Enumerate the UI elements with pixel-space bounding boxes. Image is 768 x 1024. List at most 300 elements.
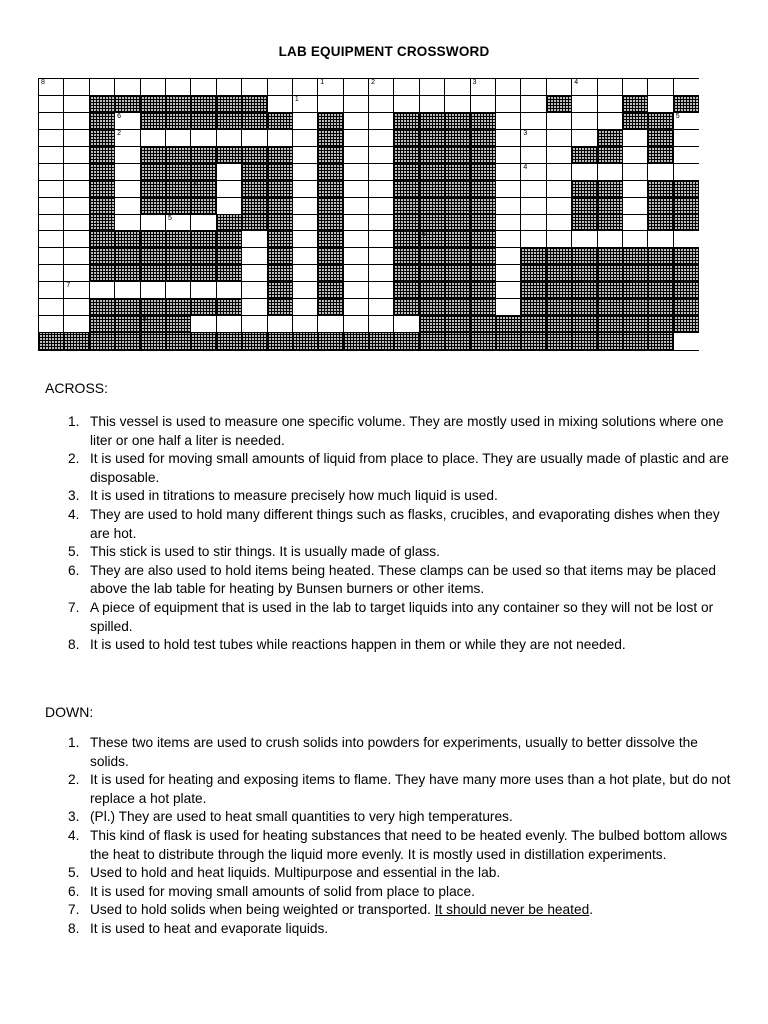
grid-cell[interactable]	[496, 79, 521, 96]
grid-cell[interactable]	[471, 79, 496, 96]
grid-cell[interactable]	[369, 96, 394, 113]
grid-cell[interactable]	[648, 79, 673, 96]
grid-cell[interactable]	[674, 113, 699, 130]
grid-cell[interactable]	[166, 282, 191, 299]
grid-cell[interactable]	[547, 181, 572, 198]
grid-cell[interactable]	[344, 265, 369, 282]
grid-block	[623, 333, 648, 350]
grid-cell[interactable]	[141, 130, 166, 147]
grid-block	[90, 198, 115, 215]
grid-block	[420, 147, 445, 164]
grid-cell[interactable]	[496, 181, 521, 198]
grid-cell[interactable]	[623, 130, 648, 147]
grid-cell[interactable]	[115, 181, 140, 198]
grid-cell[interactable]	[39, 113, 64, 130]
grid-cell[interactable]	[369, 130, 394, 147]
grid-block	[166, 316, 191, 333]
grid-block	[166, 113, 191, 130]
grid-cell[interactable]	[547, 215, 572, 232]
grid-cell[interactable]	[623, 215, 648, 232]
grid-block	[648, 265, 673, 282]
grid-block	[420, 248, 445, 265]
grid-cell[interactable]	[521, 164, 546, 181]
grid-block	[648, 113, 673, 130]
grid-block	[445, 113, 470, 130]
grid-cell[interactable]	[191, 130, 216, 147]
grid-cell[interactable]	[674, 130, 699, 147]
grid-block	[674, 181, 699, 198]
grid-cell[interactable]	[293, 198, 318, 215]
grid-cell[interactable]	[369, 79, 394, 96]
grid-block	[445, 316, 470, 333]
grid-cell[interactable]	[217, 198, 242, 215]
clue-text: This stick is used to stir things. It is usually made of glass.	[90, 544, 440, 560]
grid-block	[471, 248, 496, 265]
grid-block	[394, 248, 419, 265]
grid-block	[293, 333, 318, 350]
grid-cell[interactable]	[369, 282, 394, 299]
grid-cell[interactable]	[445, 96, 470, 113]
clue-index: 2.	[68, 451, 80, 467]
grid-cell[interactable]	[115, 282, 140, 299]
grid-cell[interactable]	[344, 181, 369, 198]
grid-cell[interactable]	[293, 299, 318, 316]
grid-cell[interactable]	[572, 96, 597, 113]
grid-cell[interactable]	[90, 79, 115, 96]
grid-block	[166, 299, 191, 316]
grid-cell[interactable]	[344, 231, 369, 248]
grid-block	[496, 333, 521, 350]
grid-cell[interactable]	[39, 198, 64, 215]
grid-cell[interactable]	[64, 316, 89, 333]
clue-text: It is used for moving small amounts of solid from place to place.	[90, 883, 475, 899]
grid-cell[interactable]	[521, 113, 546, 130]
grid-block	[623, 299, 648, 316]
grid-cell[interactable]	[496, 299, 521, 316]
page-title: LAB EQUIPMENT CROSSWORD	[278, 44, 490, 59]
clue-suffix: .	[589, 902, 593, 918]
down-clue	[45, 771, 735, 808]
grid-block	[521, 282, 546, 299]
down-clue	[45, 827, 735, 864]
grid-cell[interactable]	[39, 130, 64, 147]
grid-block	[268, 265, 293, 282]
grid-block	[471, 316, 496, 333]
clue-text: It is used to hold test tubes while reactions happen in them or while they are not needed.	[90, 637, 626, 653]
grid-cell[interactable]	[648, 96, 673, 113]
grid-cell[interactable]	[369, 164, 394, 181]
grid-cell[interactable]	[496, 265, 521, 282]
grid-block	[90, 299, 115, 316]
grid-cell[interactable]	[344, 147, 369, 164]
grid-cell[interactable]	[64, 130, 89, 147]
grid-cell[interactable]	[674, 164, 699, 181]
grid-cell[interactable]	[674, 79, 699, 96]
grid-cell[interactable]	[217, 316, 242, 333]
grid-block	[623, 96, 648, 113]
grid-cell[interactable]	[369, 316, 394, 333]
grid-cell[interactable]	[242, 265, 267, 282]
grid-block	[623, 316, 648, 333]
grid-cell[interactable]	[623, 79, 648, 96]
grid-cell[interactable]	[293, 231, 318, 248]
grid-cell[interactable]	[344, 96, 369, 113]
grid-cell[interactable]	[268, 96, 293, 113]
grid-block	[242, 147, 267, 164]
grid-cell[interactable]	[39, 96, 64, 113]
clue-number: 8	[41, 79, 45, 86]
grid-block	[268, 113, 293, 130]
grid-cell[interactable]	[39, 79, 64, 96]
grid-cell[interactable]	[572, 164, 597, 181]
crossword-cells	[39, 79, 699, 350]
grid-cell[interactable]	[64, 248, 89, 265]
grid-cell[interactable]	[293, 96, 318, 113]
grid-block	[521, 316, 546, 333]
grid-block	[394, 231, 419, 248]
grid-cell[interactable]	[369, 113, 394, 130]
grid-cell[interactable]	[191, 215, 216, 232]
grid-cell[interactable]	[420, 96, 445, 113]
grid-cell[interactable]	[318, 79, 343, 96]
grid-cell[interactable]	[64, 215, 89, 232]
grid-cell[interactable]	[521, 147, 546, 164]
grid-cell[interactable]	[623, 164, 648, 181]
grid-cell[interactable]	[344, 248, 369, 265]
grid-cell[interactable]	[217, 164, 242, 181]
grid-block	[598, 181, 623, 198]
grid-block	[217, 299, 242, 316]
across-clue	[45, 506, 735, 543]
grid-cell[interactable]	[547, 147, 572, 164]
grid-cell[interactable]	[496, 130, 521, 147]
grid-block	[242, 96, 267, 113]
grid-block	[268, 231, 293, 248]
grid-cell[interactable]	[242, 282, 267, 299]
grid-cell[interactable]	[547, 113, 572, 130]
grid-cell[interactable]	[674, 231, 699, 248]
grid-cell[interactable]	[293, 282, 318, 299]
grid-cell[interactable]	[496, 147, 521, 164]
down-clue	[45, 808, 735, 827]
grid-cell[interactable]	[598, 79, 623, 96]
grid-block	[420, 164, 445, 181]
grid-cell[interactable]	[268, 130, 293, 147]
grid-cell[interactable]	[64, 198, 89, 215]
down-heading: DOWN:	[45, 704, 94, 720]
grid-cell[interactable]	[521, 130, 546, 147]
grid-cell[interactable]	[242, 248, 267, 265]
grid-cell[interactable]	[547, 198, 572, 215]
grid-block	[141, 265, 166, 282]
grid-cell[interactable]	[344, 113, 369, 130]
grid-cell[interactable]	[344, 299, 369, 316]
grid-cell[interactable]	[64, 282, 89, 299]
grid-cell[interactable]	[242, 79, 267, 96]
grid-cell[interactable]	[293, 147, 318, 164]
grid-cell[interactable]	[39, 164, 64, 181]
grid-block	[115, 299, 140, 316]
grid-cell[interactable]	[572, 130, 597, 147]
grid-cell[interactable]	[521, 181, 546, 198]
grid-cell[interactable]	[547, 164, 572, 181]
grid-cell[interactable]	[39, 215, 64, 232]
grid-block	[471, 215, 496, 232]
grid-cell[interactable]	[547, 79, 572, 96]
grid-block	[394, 299, 419, 316]
clue-number: 7	[66, 282, 71, 290]
grid-block	[648, 130, 673, 147]
grid-cell[interactable]	[598, 96, 623, 113]
down-clue	[45, 920, 735, 939]
clue-text: A piece of equipment that is used in the lab to target liquids into any container so they will not be lost or spilled.	[90, 599, 714, 634]
grid-block	[471, 231, 496, 248]
grid-cell[interactable]	[217, 130, 242, 147]
grid-cell[interactable]	[39, 316, 64, 333]
grid-cell[interactable]	[496, 96, 521, 113]
grid-cell[interactable]	[369, 215, 394, 232]
grid-cell[interactable]	[394, 79, 419, 96]
grid-cell[interactable]	[369, 265, 394, 282]
grid-cell[interactable]	[369, 248, 394, 265]
grid-block	[496, 316, 521, 333]
grid-cell[interactable]	[217, 79, 242, 96]
grid-cell[interactable]	[242, 231, 267, 248]
grid-cell[interactable]	[623, 181, 648, 198]
grid-cell[interactable]	[496, 198, 521, 215]
grid-cell[interactable]	[623, 147, 648, 164]
grid-cell[interactable]	[394, 316, 419, 333]
grid-cell[interactable]	[293, 79, 318, 96]
grid-block	[191, 198, 216, 215]
grid-cell[interactable]	[242, 316, 267, 333]
grid-cell[interactable]	[115, 113, 140, 130]
grid-cell[interactable]	[39, 147, 64, 164]
grid-cell[interactable]	[369, 198, 394, 215]
grid-cell[interactable]	[64, 79, 89, 96]
grid-cell[interactable]	[39, 299, 64, 316]
grid-block	[318, 231, 343, 248]
grid-block	[471, 130, 496, 147]
grid-cell[interactable]	[90, 282, 115, 299]
grid-cell[interactable]	[572, 113, 597, 130]
grid-cell[interactable]	[166, 130, 191, 147]
grid-cell[interactable]	[344, 130, 369, 147]
grid-cell[interactable]	[344, 316, 369, 333]
grid-cell[interactable]	[496, 248, 521, 265]
grid-cell[interactable]	[293, 265, 318, 282]
grid-block	[420, 215, 445, 232]
grid-block	[547, 265, 572, 282]
grid-cell[interactable]	[547, 130, 572, 147]
grid-block	[572, 265, 597, 282]
grid-cell[interactable]	[344, 79, 369, 96]
grid-cell[interactable]	[344, 282, 369, 299]
grid-block	[90, 181, 115, 198]
grid-cell[interactable]	[471, 96, 496, 113]
grid-cell[interactable]	[64, 181, 89, 198]
grid-block	[445, 231, 470, 248]
grid-cell[interactable]	[191, 316, 216, 333]
grid-cell[interactable]	[293, 316, 318, 333]
clue-text: It is used in titrations to measure precisely how much liquid is used.	[90, 488, 498, 504]
grid-cell[interactable]	[242, 299, 267, 316]
grid-cell[interactable]	[318, 96, 343, 113]
down-clues	[45, 734, 735, 939]
grid-cell[interactable]	[191, 282, 216, 299]
grid-cell[interactable]	[293, 130, 318, 147]
grid-block	[369, 333, 394, 350]
clue-index: 8.	[68, 920, 80, 936]
grid-block	[90, 265, 115, 282]
grid-cell[interactable]	[141, 282, 166, 299]
grid-cell[interactable]	[369, 147, 394, 164]
grid-cell[interactable]	[293, 113, 318, 130]
grid-block	[445, 333, 470, 350]
grid-cell[interactable]	[268, 79, 293, 96]
grid-cell[interactable]	[496, 164, 521, 181]
grid-block	[394, 130, 419, 147]
grid-cell[interactable]	[623, 198, 648, 215]
clue-text: These two items are used to crush solids into powders for experiments, usually to better dissolve the solids.	[90, 735, 698, 769]
grid-cell[interactable]	[64, 231, 89, 248]
clue-number: 4	[574, 79, 579, 86]
grid-cell[interactable]	[598, 231, 623, 248]
grid-block	[268, 147, 293, 164]
grid-cell[interactable]	[521, 231, 546, 248]
grid-cell[interactable]	[64, 299, 89, 316]
grid-block	[141, 113, 166, 130]
grid-cell[interactable]	[496, 231, 521, 248]
grid-cell[interactable]	[496, 113, 521, 130]
grid-cell[interactable]	[521, 198, 546, 215]
grid-cell[interactable]	[344, 164, 369, 181]
grid-block	[217, 215, 242, 232]
grid-cell[interactable]	[394, 96, 419, 113]
grid-cell[interactable]	[141, 215, 166, 232]
grid-block	[90, 96, 115, 113]
grid-block	[191, 299, 216, 316]
grid-cell[interactable]	[217, 282, 242, 299]
grid-cell[interactable]	[293, 181, 318, 198]
grid-block	[39, 333, 64, 350]
grid-block	[572, 147, 597, 164]
grid-cell[interactable]	[623, 231, 648, 248]
grid-block	[141, 333, 166, 350]
grid-block	[141, 147, 166, 164]
grid-cell[interactable]	[115, 215, 140, 232]
grid-cell[interactable]	[369, 181, 394, 198]
grid-block	[394, 198, 419, 215]
grid-cell[interactable]	[39, 282, 64, 299]
grid-cell[interactable]	[496, 215, 521, 232]
grid-cell[interactable]	[369, 231, 394, 248]
grid-cell[interactable]	[64, 265, 89, 282]
grid-cell[interactable]	[242, 130, 267, 147]
grid-block	[445, 282, 470, 299]
grid-cell[interactable]	[191, 79, 216, 96]
grid-block	[674, 282, 699, 299]
grid-cell[interactable]	[166, 79, 191, 96]
grid-block	[547, 282, 572, 299]
grid-cell[interactable]	[521, 96, 546, 113]
grid-cell[interactable]	[496, 282, 521, 299]
grid-cell[interactable]	[648, 164, 673, 181]
grid-cell[interactable]	[293, 215, 318, 232]
grid-block	[141, 231, 166, 248]
grid-cell[interactable]	[39, 248, 64, 265]
grid-cell[interactable]	[217, 181, 242, 198]
grid-block	[420, 231, 445, 248]
grid-block	[598, 198, 623, 215]
grid-cell[interactable]	[648, 231, 673, 248]
grid-cell[interactable]	[598, 164, 623, 181]
grid-block	[598, 265, 623, 282]
grid-block	[521, 333, 546, 350]
grid-cell[interactable]	[115, 164, 140, 181]
grid-cell[interactable]	[141, 79, 166, 96]
grid-cell[interactable]	[39, 231, 64, 248]
grid-cell[interactable]	[39, 181, 64, 198]
grid-cell[interactable]	[420, 79, 445, 96]
grid-cell[interactable]	[293, 248, 318, 265]
grid-block	[674, 198, 699, 215]
grid-cell[interactable]	[293, 164, 318, 181]
grid-block	[572, 316, 597, 333]
grid-block	[242, 333, 267, 350]
grid-block	[166, 96, 191, 113]
grid-cell[interactable]	[344, 215, 369, 232]
grid-cell[interactable]	[521, 79, 546, 96]
grid-cell[interactable]	[318, 316, 343, 333]
grid-cell[interactable]	[268, 316, 293, 333]
grid-cell[interactable]	[115, 198, 140, 215]
grid-cell[interactable]	[115, 130, 140, 147]
grid-cell[interactable]	[572, 79, 597, 96]
grid-block	[445, 299, 470, 316]
grid-block	[648, 333, 673, 350]
grid-cell[interactable]	[598, 113, 623, 130]
clue-number: 2	[117, 129, 122, 137]
grid-block	[623, 113, 648, 130]
across-clue	[45, 450, 735, 487]
grid-cell[interactable]	[445, 79, 470, 96]
grid-block	[420, 265, 445, 282]
grid-cell[interactable]	[547, 231, 572, 248]
clue-index: 1.	[68, 414, 80, 429]
grid-block	[445, 248, 470, 265]
grid-cell[interactable]	[521, 215, 546, 232]
grid-cell[interactable]	[39, 265, 64, 282]
grid-cell[interactable]	[166, 215, 191, 232]
grid-cell[interactable]	[369, 299, 394, 316]
grid-cell[interactable]	[64, 147, 89, 164]
grid-block	[674, 299, 699, 316]
grid-block	[115, 248, 140, 265]
grid-cell[interactable]	[674, 333, 699, 350]
grid-cell[interactable]	[674, 147, 699, 164]
grid-block	[471, 147, 496, 164]
grid-cell[interactable]	[64, 96, 89, 113]
grid-cell[interactable]	[64, 113, 89, 130]
grid-cell[interactable]	[115, 79, 140, 96]
grid-cell[interactable]	[64, 164, 89, 181]
grid-cell[interactable]	[115, 147, 140, 164]
grid-cell[interactable]	[344, 198, 369, 215]
grid-block	[90, 147, 115, 164]
grid-cell[interactable]	[572, 231, 597, 248]
clue-number: 6	[117, 112, 122, 120]
